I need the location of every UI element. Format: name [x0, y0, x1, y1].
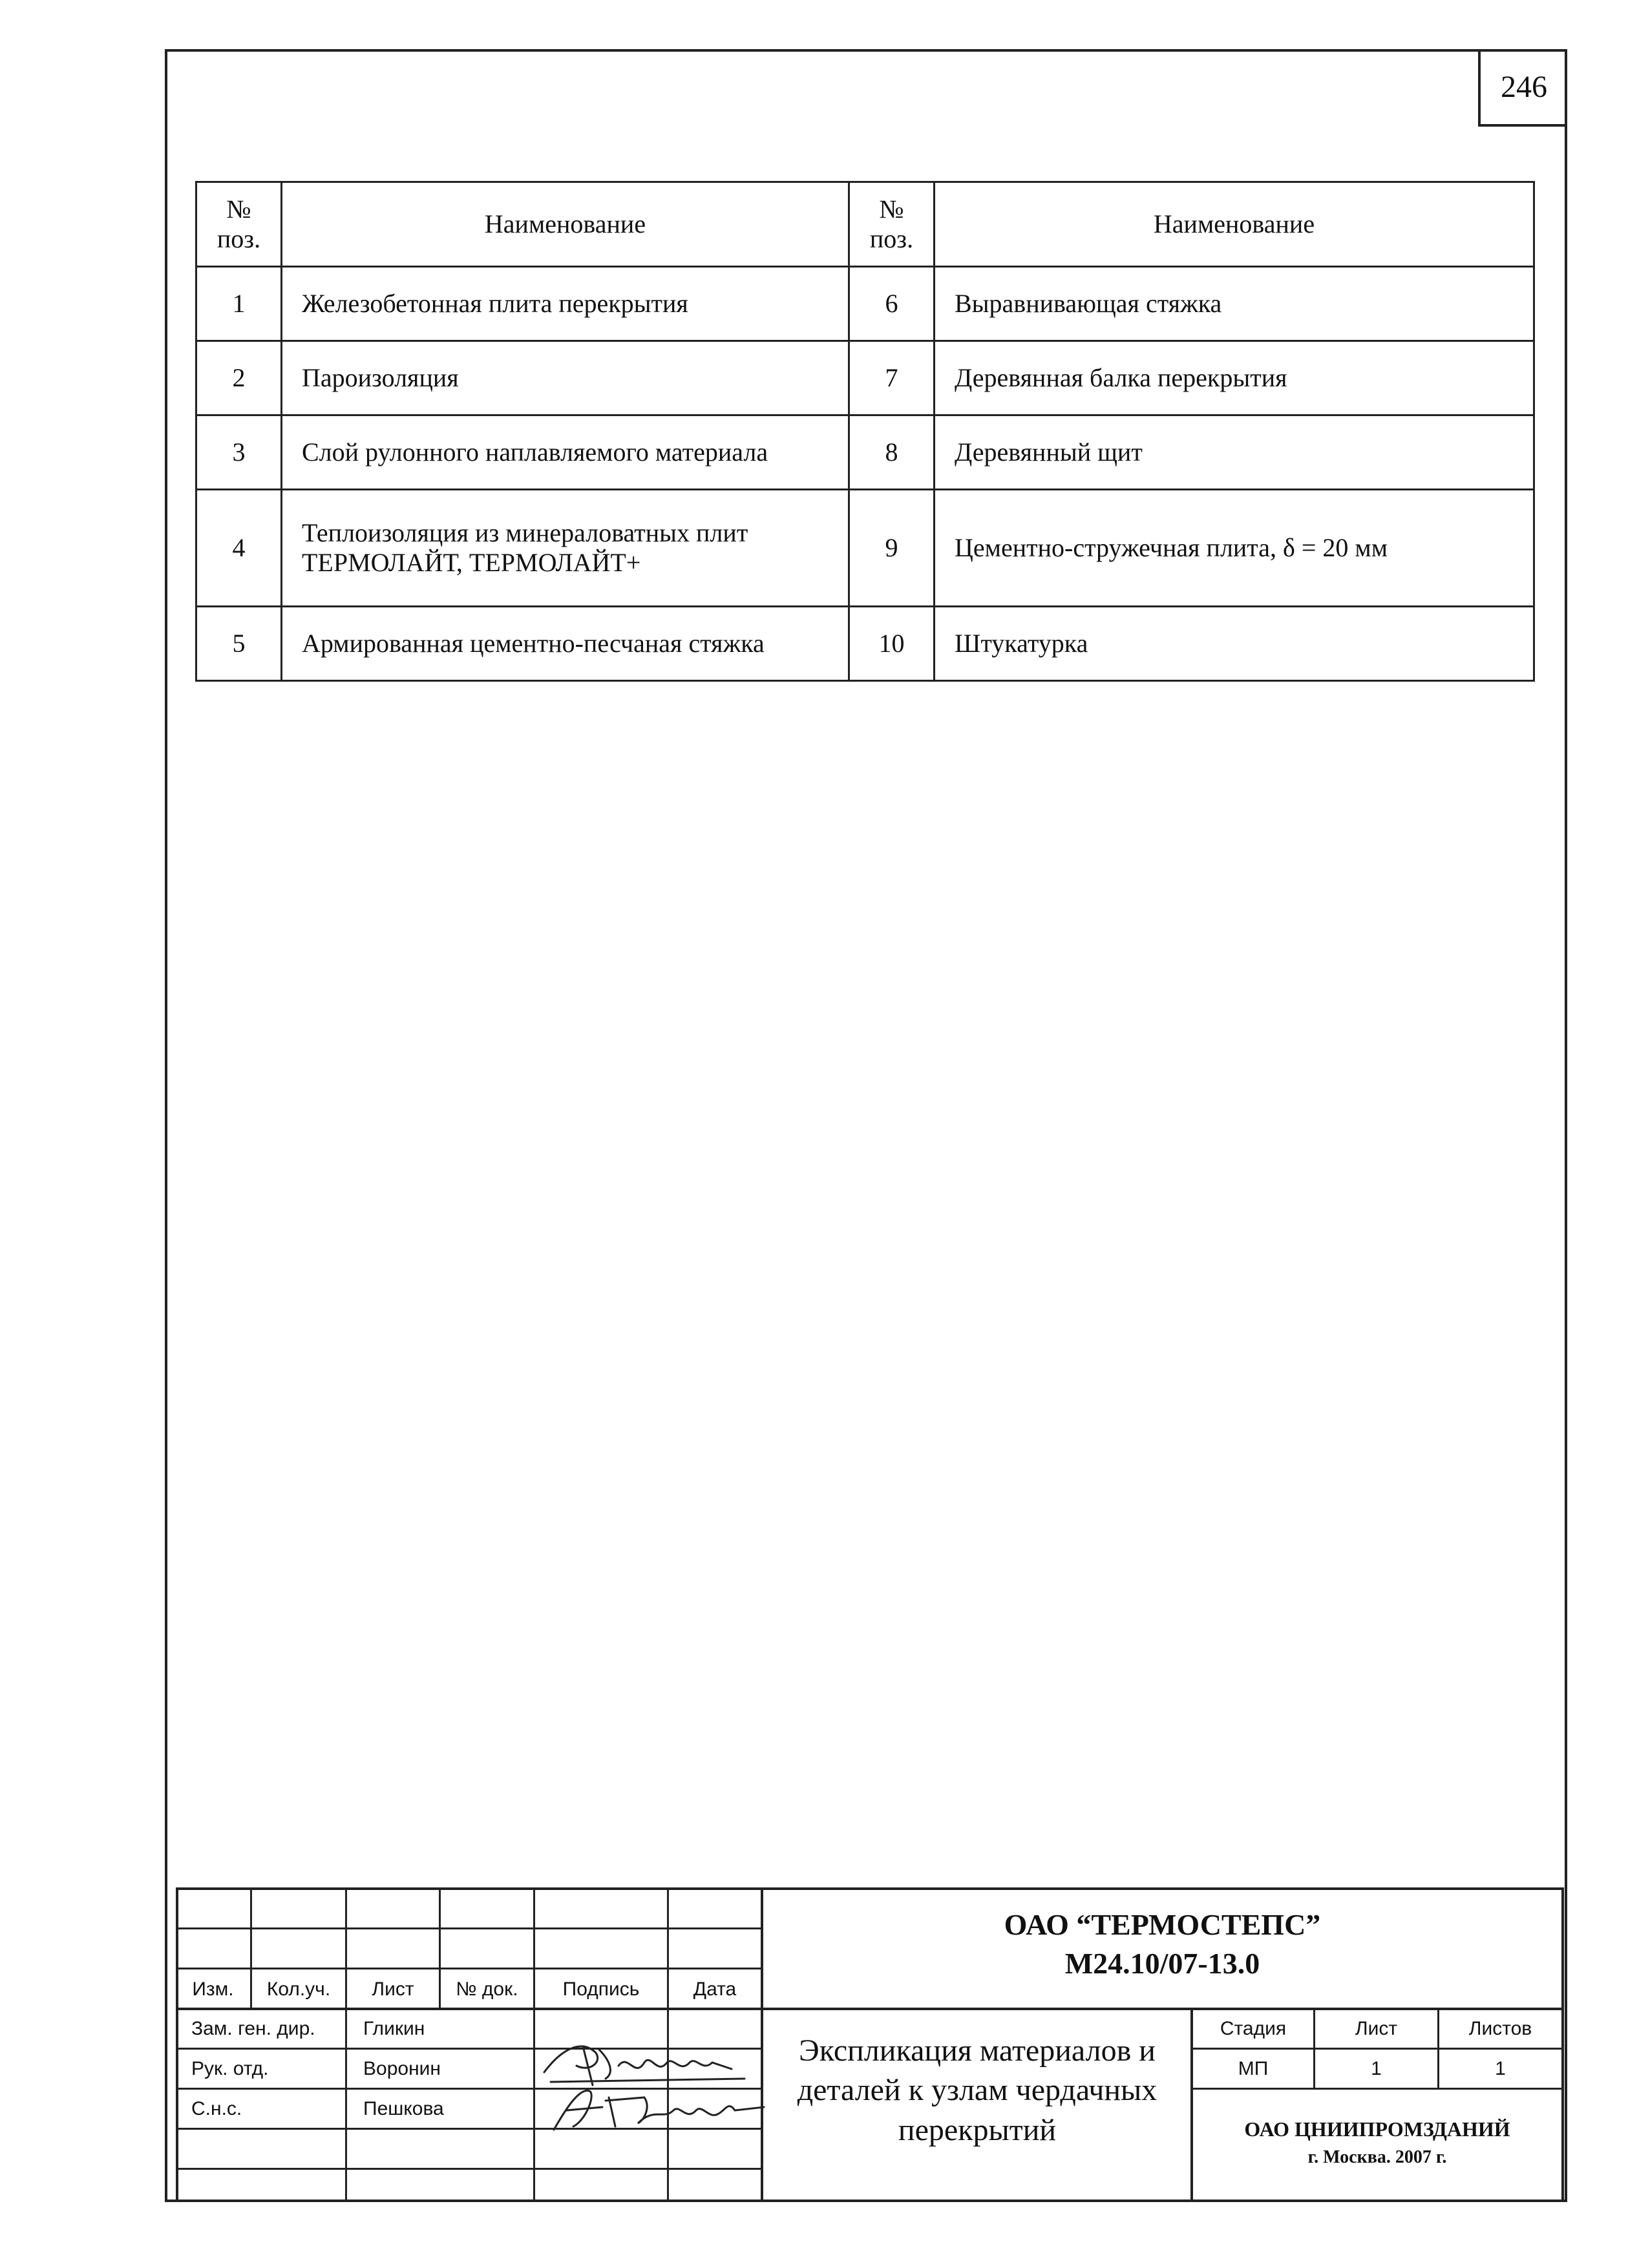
col-izm: Изм.: [192, 1979, 234, 2000]
material-name: Железобетонная плита перекрытия: [282, 267, 849, 341]
table-header-row: [196, 182, 1534, 267]
material-name: Выравнивающая стяжка: [935, 267, 1534, 341]
material-name: Слой рулонного наплавляемого материала: [282, 415, 849, 490]
header-name-right: Наименование: [935, 182, 1534, 267]
person-name: Пешкова: [363, 2098, 444, 2119]
header-pos-left: № поз.: [196, 182, 282, 267]
header-name-left: Наименование: [282, 182, 849, 267]
sheet-label: Лист: [1355, 2018, 1398, 2039]
page-number: 246: [1478, 49, 1567, 127]
col-podpis: Подпись: [562, 1979, 640, 2000]
document-code: М24.10/07-13.0: [1064, 1947, 1260, 1980]
material-name: Пароизоляция: [282, 341, 849, 415]
pos-number: 5: [196, 607, 282, 681]
pos-number: 7: [849, 341, 935, 415]
pos-number: 2: [196, 341, 282, 415]
sheets-value: 1: [1495, 2058, 1506, 2079]
col-kol-uch: Кол.уч.: [266, 1979, 331, 2000]
table-row: [196, 607, 1534, 681]
table-row: [196, 267, 1534, 341]
pos-number: 3: [196, 415, 282, 490]
pos-number: 10: [849, 607, 935, 681]
material-name: Армированная цементно-песчаная стяжка: [282, 607, 849, 681]
pos-number: 4: [196, 490, 282, 607]
title-block: [176, 1887, 1564, 2202]
table-row: [196, 490, 1534, 607]
material-name: Деревянная балка перекрытия: [935, 341, 1534, 415]
sheet-value: 1: [1371, 2058, 1382, 2079]
pos-number: 6: [849, 267, 935, 341]
col-data: Дата: [693, 1979, 737, 2000]
material-name: Теплоизоляция из минераловатных плит ТЕРМОЛАЙТ, ТЕРМОЛАЙТ+: [282, 490, 849, 607]
role-label: Рук. отд.: [191, 2058, 269, 2079]
material-name: Штукатурка: [935, 607, 1534, 681]
stage-label: Стадия: [1220, 2018, 1287, 2039]
city-year: г. Москва. 2007 г.: [1307, 2147, 1447, 2167]
company-name: ОАО “ТЕРМОСТЕПС”: [1004, 1908, 1321, 1941]
pos-number: 9: [849, 490, 935, 607]
col-n-dok: № док.: [456, 1979, 518, 2000]
role-label: Зам. ген. дир.: [191, 2018, 315, 2039]
role-label: С.н.с.: [191, 2098, 242, 2119]
person-name: Воронин: [363, 2058, 441, 2079]
sheets-label: Листов: [1468, 2018, 1532, 2039]
header-pos-right: № поз.: [849, 182, 935, 267]
document-title: Экспликация материалов и деталей к узлам чердачных перекрытий: [797, 2033, 1158, 2147]
col-list: Лист: [372, 1979, 414, 2000]
table-row: [196, 415, 1534, 490]
pos-number: 1: [196, 267, 282, 341]
signature-peshkova: [541, 2081, 780, 2136]
pos-number: 8: [849, 415, 935, 490]
person-name: Гликин: [363, 2018, 425, 2039]
materials-table: [195, 181, 1535, 682]
institute-name: ОАО ЦНИИПРОМЗДАНИЙ: [1244, 2117, 1510, 2141]
material-name: Деревянный щит: [935, 415, 1534, 490]
stage-value: МП: [1238, 2058, 1269, 2079]
material-name: Цементно-стружечная плита, δ = 20 мм: [935, 490, 1534, 607]
table-row: [196, 341, 1534, 415]
